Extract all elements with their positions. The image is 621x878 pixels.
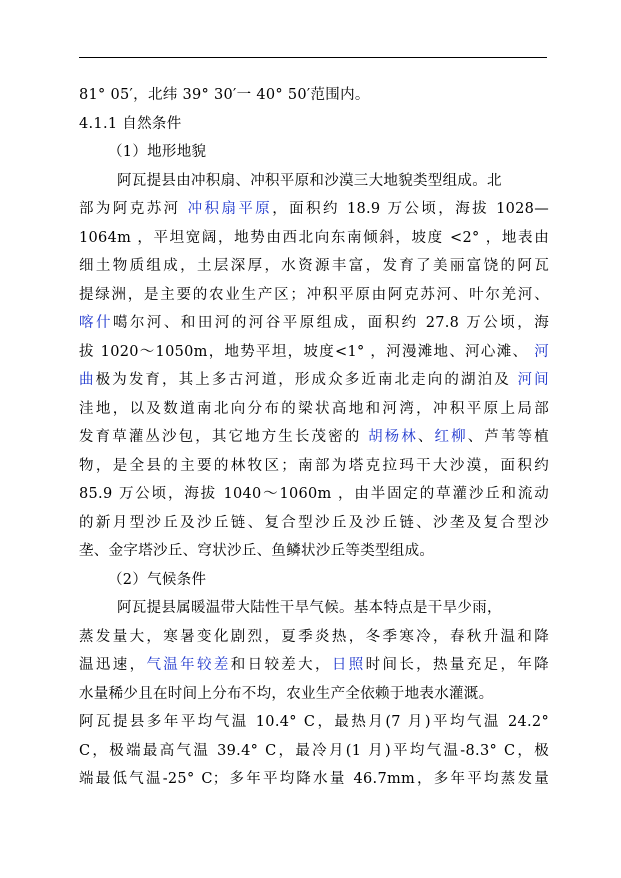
text-line: 垄、金字塔沙丘、穹状沙丘、鱼鳞状沙丘等类型组成。 [79, 543, 435, 559]
text-line: 喀什噶尔河、和田河的河谷平原组成，面积约 27.8 万公顷，海 [79, 315, 549, 331]
text-line: 物，是全县的主要的林牧区；南部为塔克拉玛干大沙漠，面积约 [79, 458, 549, 474]
text-line: 细土物质组成，土层深厚，水资源丰富，发育了美丽富饶的阿瓦 [79, 258, 549, 274]
text-line: 曲极为发育，其上多古河道，形成众多近南北走向的湖泊及 河间 [79, 372, 549, 388]
link-sunshine[interactable]: 日照 [331, 657, 366, 673]
text-line: 1064m ，平坦宽阔，地势由西北向东南倾斜，坡度 <2° ，地表由 [79, 230, 549, 246]
text-line: 阿瓦提县属暖温带大陆性干旱气候。基本特点是干旱少雨， [117, 600, 502, 616]
text-line: 发育草灌丛沙包，其它地方生长茂密的 胡杨林、红柳、芦苇等植 [79, 429, 549, 445]
text-line: 部为阿克苏河 冲积扇平原，面积约 18.9 万公顷，海拔 1028— [79, 201, 549, 217]
subsection-heading: （1）地形地貌 [108, 144, 207, 160]
text-line: 阿瓦提县多年平均气温 10.4° C，最热月(7 月)平均气温 24.2° [79, 714, 549, 730]
text-line: 温迅速，气温年较差和日较差大，日照时间长，热量充足，年降 [79, 657, 549, 673]
text-line: 提绿洲，是主要的农业生产区；冲积平原由阿克苏河、叶尔羌河、 [79, 287, 549, 303]
link-kashi[interactable]: 喀什 [79, 315, 113, 331]
link-river-meander-part2[interactable]: 曲 [79, 372, 96, 388]
text-line: 端最低气温-25° C；多年平均降水量 46.7mm，多年平均蒸发量 [79, 771, 549, 787]
header-rule [79, 57, 547, 58]
link-interfluve[interactable]: 河间 [517, 372, 549, 388]
link-tamarisk[interactable]: 红柳 [434, 429, 468, 445]
link-populus-forest[interactable]: 胡杨林 [368, 429, 418, 445]
text-line: 蒸发量大，寒暑变化剧烈，夏季炎热，冬季寒冷，春秋升温和降 [79, 629, 549, 645]
text-line: 的新月型沙丘及沙丘链、复合型沙丘及沙丘链、沙垄及复合型沙 [79, 515, 549, 531]
link-river-meander-part1[interactable]: 河 [534, 344, 549, 360]
subsection-heading: （2）气候条件 [108, 572, 207, 588]
text-line: 水量稀少且在时间上分布不均，农业生产全依赖于地表水灌溉。 [79, 686, 494, 702]
text-line: 85.9 万公顷，海拔 1040～1060m ，由半固定的草灌沙丘和流动 [79, 486, 549, 502]
text-line: 洼地，以及数道南北向分布的梁状高地和河湾，冲积平原上局部 [79, 401, 549, 417]
text-line: 阿瓦提县由冲积扇、冲积平原和沙漠三大地貌类型组成。北 [117, 173, 502, 189]
section-heading: 4.1.1 自然条件 [79, 116, 182, 132]
text-line: C，极端最高气温 39.4° C，最冷月(1 月)平均气温-8.3° C，极 [79, 743, 549, 759]
text-line: 81° 05′，北纬 39° 30′一 40° 50′范围内。 [79, 87, 370, 103]
link-annual-temperature-range[interactable]: 气温年较差 [146, 657, 231, 673]
link-alluvial-fan-plain[interactable]: 冲积扇平原 [187, 201, 273, 217]
text-line: 拔 1020～1050m，地势平坦，坡度<1° ，河漫滩地、河心滩、 河 [79, 344, 549, 360]
